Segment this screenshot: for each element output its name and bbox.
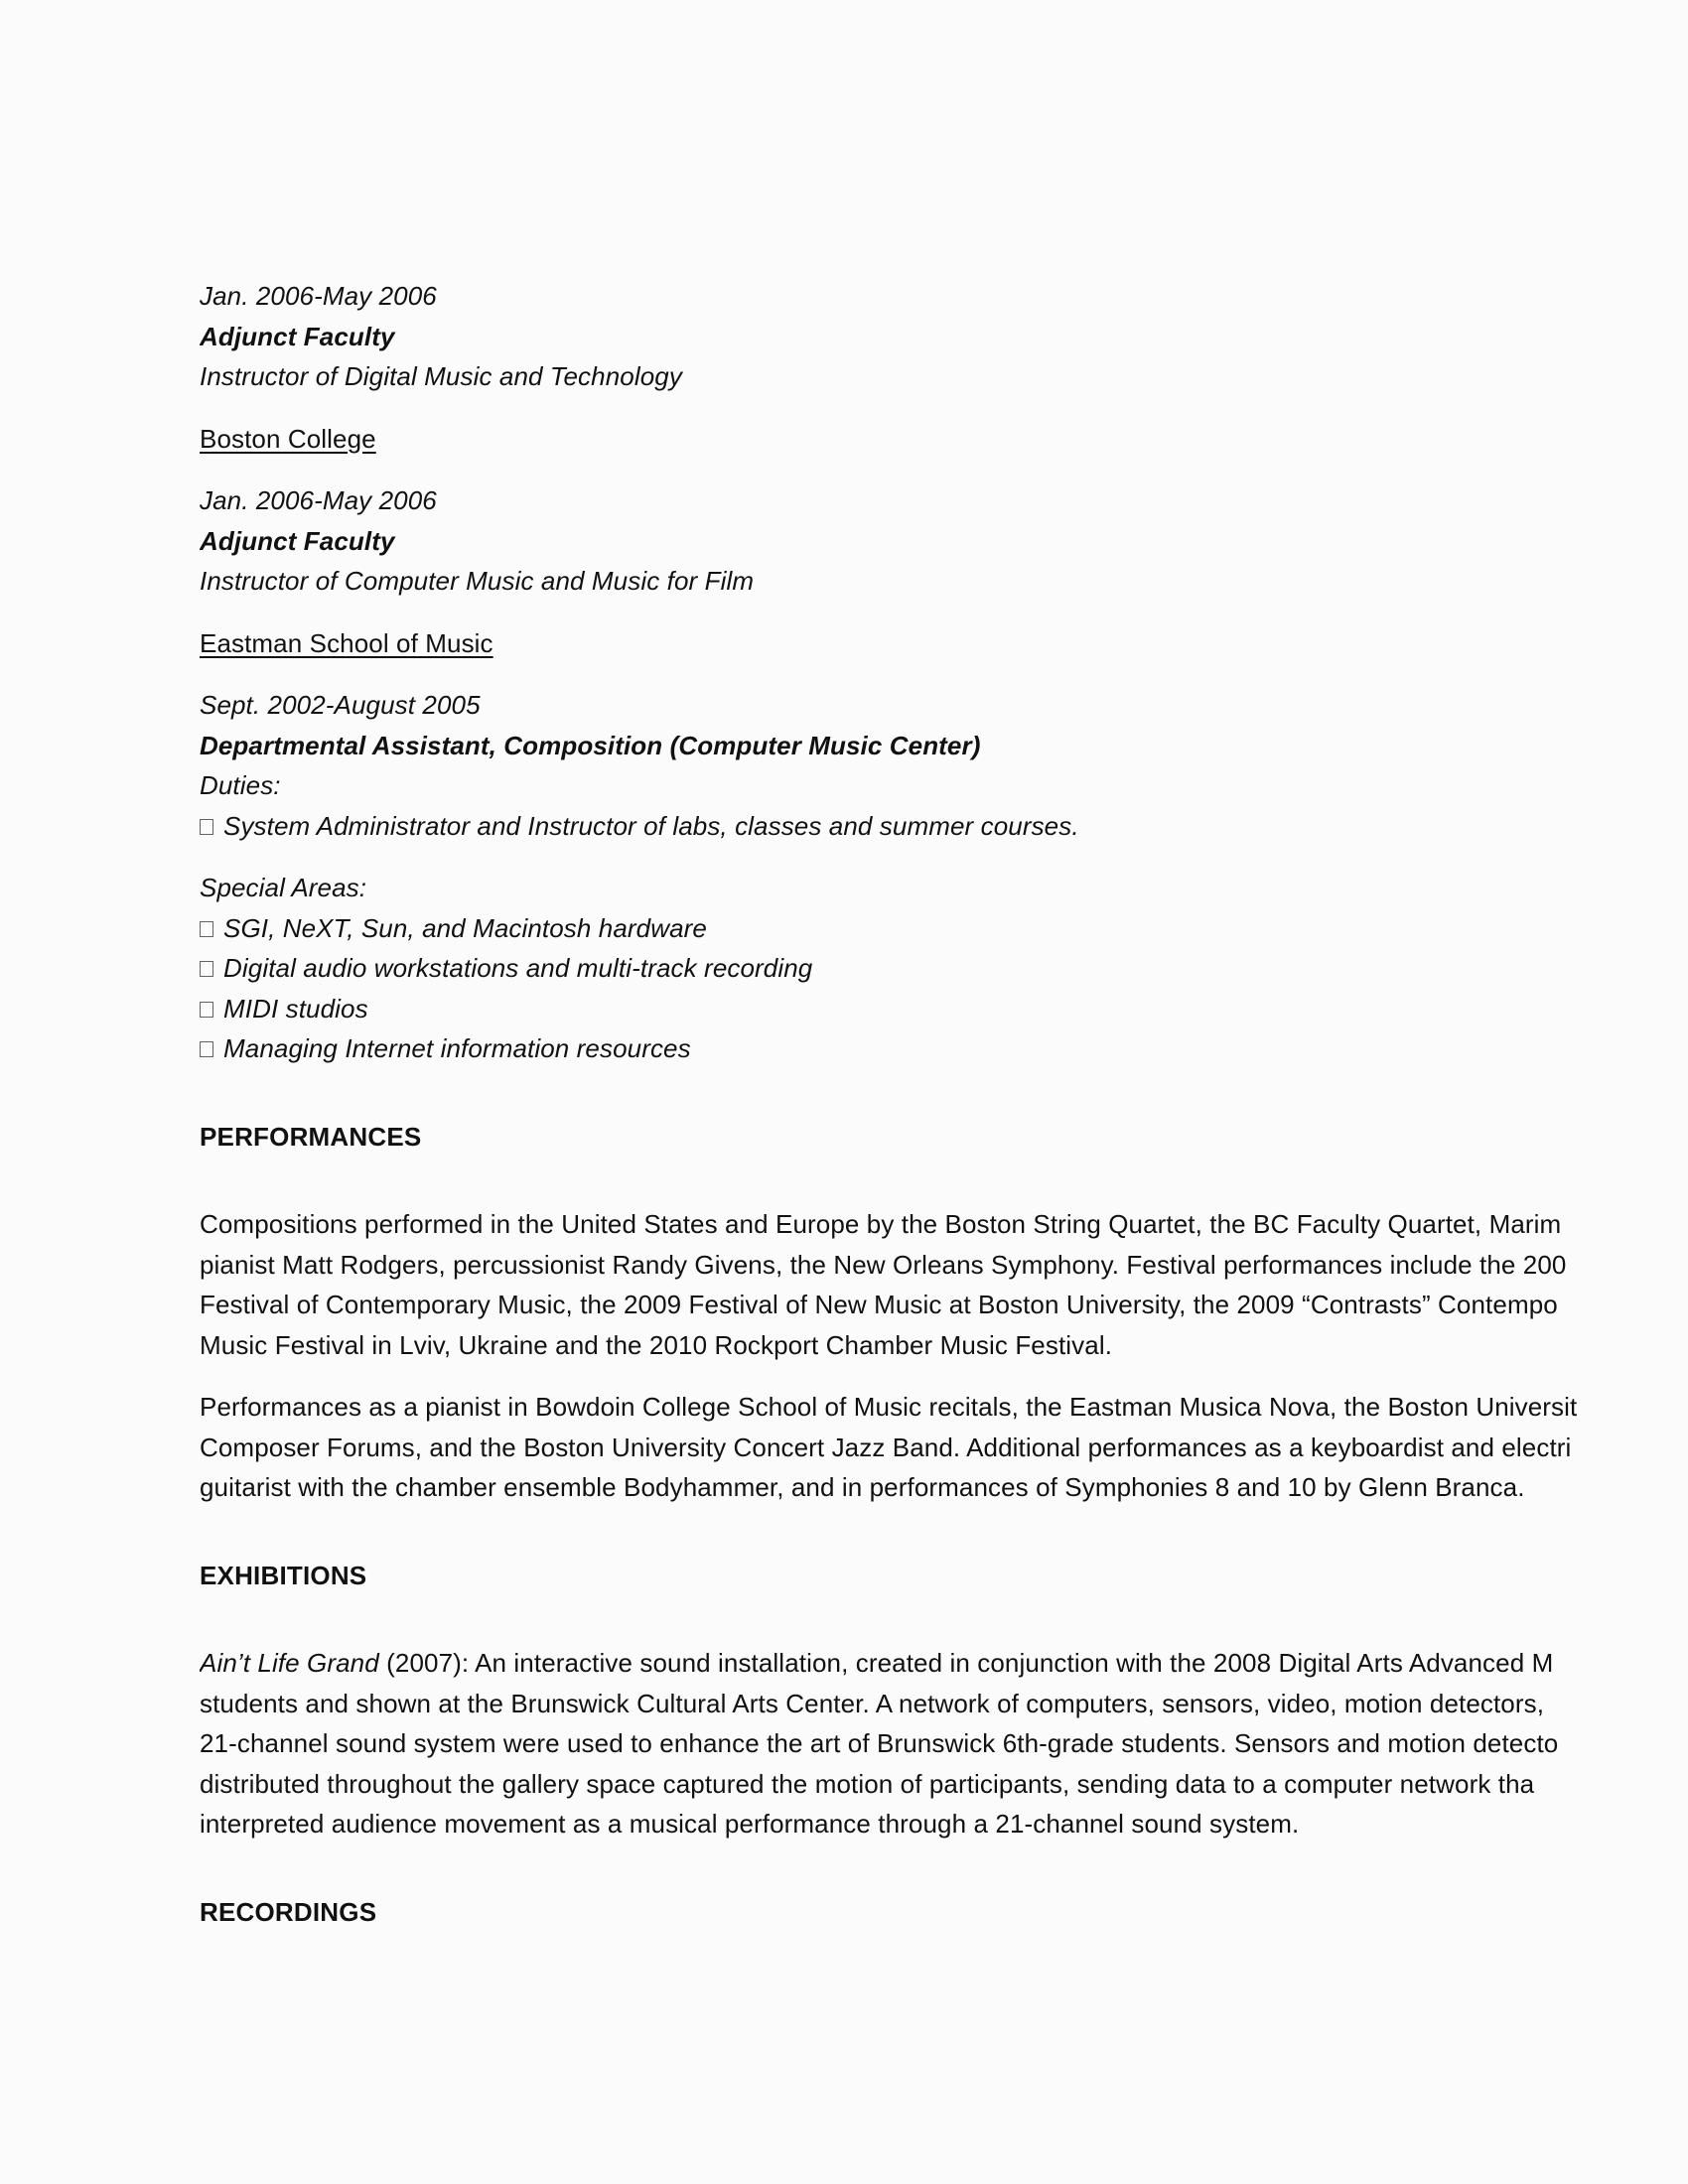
- section-heading-performances: PERFORMANCES: [200, 1121, 422, 1152]
- special-area-item: SGI, NeXT, Sun, and Macintosh hardware: [200, 908, 1649, 949]
- special-area-item: MIDI studios: [200, 989, 1649, 1029]
- position-entry-3: [200, 623, 1649, 1069]
- paragraph-line: Ain’t Life Grand (2007): An interactive sound installation, created in conjunction with the 2008 Digital Arts Advanced M: [200, 1648, 1554, 1678]
- paragraph-line: pianist Matt Rodgers, percussionist Randy Givens, the New Orleans Symphony. Festival performances include the 200: [200, 1249, 1567, 1280]
- paragraph-line: guitarist with the chamber ensemble Bodyhammer, and in performances of Symphonies 8 and 10 by Glenn Branca.: [200, 1472, 1525, 1502]
- special-areas-label: Special Areas:: [200, 873, 367, 902]
- paragraph-line: students and shown at the Brunswick Cultural Arts Center. A network of computers, sensors, video, motion detectors,: [200, 1688, 1545, 1718]
- position-description: Instructor of Digital Music and Technology: [200, 361, 682, 391]
- missing-glyph-bullet-icon: [200, 819, 213, 834]
- position-dates: Sept. 2002-August 2005: [200, 690, 481, 720]
- special-area-item: Digital audio workstations and multi-track recording: [200, 948, 1649, 989]
- missing-glyph-bullet-icon: [200, 961, 213, 976]
- position-title: Departmental Assistant, Composition (Computer Music Center): [200, 730, 981, 760]
- work-title: Ain’t Life Grand: [200, 1648, 379, 1678]
- duty-item: System Administrator and Instructor of labs, classes and summer courses.: [200, 806, 1649, 847]
- position-title: Adjunct Faculty: [200, 321, 395, 351]
- position-title: Adjunct Faculty: [200, 525, 395, 556]
- missing-glyph-bullet-icon: [200, 1002, 213, 1017]
- section-heading-exhibitions: EXHIBITIONS: [200, 1560, 367, 1590]
- paragraph-line: Music Festival in Lviv, Ukraine and the 2010 Rockport Chamber Music Festival.: [200, 1329, 1113, 1360]
- performances-paragraph-1: [200, 1204, 1649, 1365]
- duties-label: Duties:: [200, 770, 281, 800]
- position-entry-2: [200, 419, 1649, 602]
- institution-name: Eastman School of Music: [200, 627, 493, 658]
- performances-paragraph-2: [200, 1387, 1649, 1508]
- missing-glyph-bullet-icon: [200, 1041, 213, 1056]
- missing-glyph-bullet-icon: [200, 921, 213, 936]
- exhibitions-paragraph: [200, 1643, 1649, 1844]
- paragraph-line: 21-channel sound system were used to enhance the art of Brunswick 6th-grade students. Sensors and motion detecto: [200, 1728, 1559, 1758]
- paragraph-line: interpreted audience movement as a musical performance through a 21-channel sound system.: [200, 1809, 1300, 1839]
- paragraph-line: Composer Forums, and the Boston University Concert Jazz Band. Additional performances as a keyboardist and electri: [200, 1432, 1572, 1462]
- position-dates: Jan. 2006-May 2006: [200, 281, 437, 311]
- special-area-item: Managing Internet information resources: [200, 1028, 1649, 1069]
- paragraph-line: Festival of Contemporary Music, the 2009 Festival of New Music at Boston University, the 2009 “Contrasts” Contempo: [200, 1290, 1558, 1319]
- position-description: Instructor of Computer Music and Music for Film: [200, 566, 755, 596]
- paragraph-line: Performances as a pianist in Bowdoin College School of Music recitals, the Eastman Musica Nova, the Boston Universit: [200, 1392, 1578, 1422]
- position-entry-1: [200, 276, 1649, 397]
- section-heading-recordings: RECORDINGS: [200, 1896, 377, 1927]
- paragraph-line: Compositions performed in the United States and Europe by the Boston String Quartet, the BC Faculty Quartet, Marim: [200, 1209, 1562, 1239]
- paragraph-line: distributed throughout the gallery space captured the motion of participants, sending data to a computer network tha: [200, 1768, 1535, 1799]
- institution-name: Boston College: [200, 423, 376, 454]
- position-dates: Jan. 2006-May 2006: [200, 485, 437, 515]
- document-content: [200, 276, 1649, 1932]
